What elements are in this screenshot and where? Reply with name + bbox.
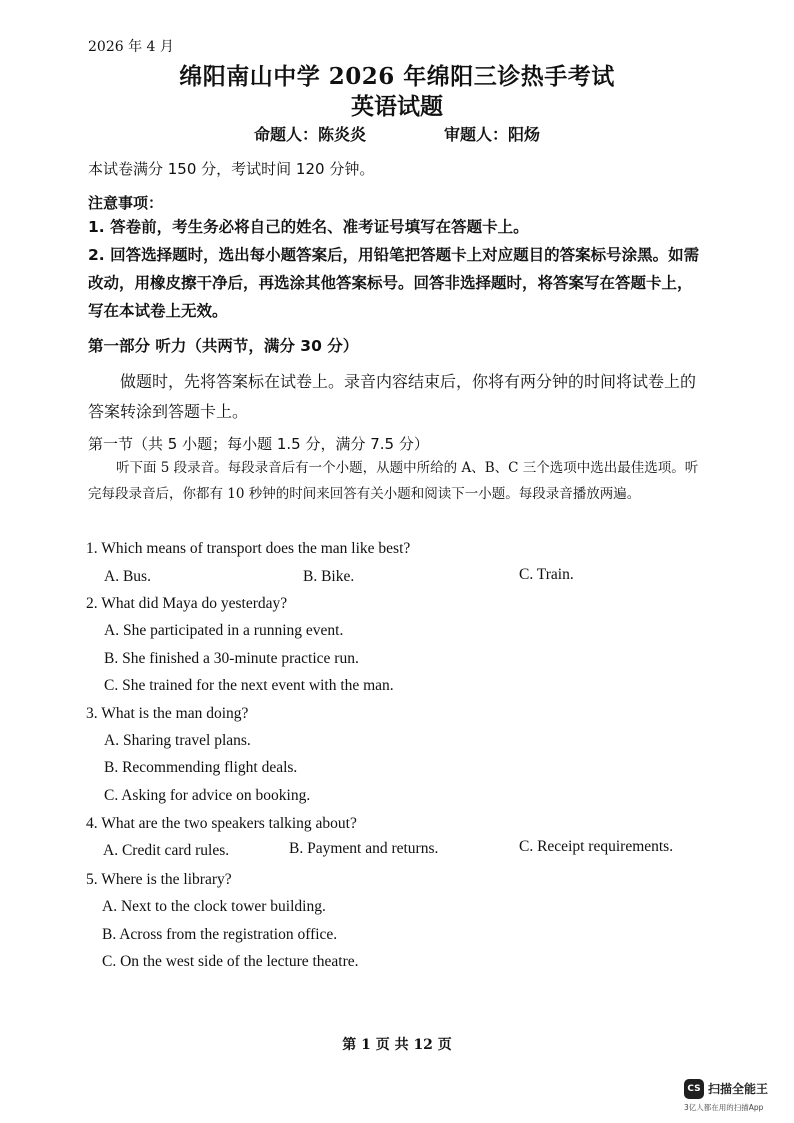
q3-option-a: A. Sharing travel plans. [104,732,251,749]
notice-item-1: 1. 答卷前，考生务必将自己的姓名、准考证号填写在答题卡上。 [88,218,529,236]
q3-option-b: B. Recommending flight deals. [104,759,298,776]
exam-date: 2026 年 4 月 [88,39,174,55]
notice-title: 注意事项： [88,194,164,212]
q1-option-b: B. Bike. [303,568,355,585]
q4-option-a: A. Credit card rules. [103,842,230,859]
q2-option-c: C. She trained for the next event with the man. [104,677,394,694]
section1-heading: 第一节（共 5 小题；每小题 1.5 分，满分 7.5 分） [88,435,429,453]
camscanner-logo-icon: CS [684,1079,704,1099]
q1-option-a: A. Bus. [104,568,151,585]
authors-line [0,122,794,145]
watermark-name: 扫描全能王 [708,1082,769,1096]
q2-option-a: A. She participated in a running event. [104,622,344,639]
q5-option-b: B. Across from the registration office. [102,926,338,943]
section1-directions: 听下面 5 段录音。每段录音后有一个小题，从题中所给的 A、B、C 三个选项中选出最佳选项。听完每段录音后，你都有 10 秒钟的时间来回答有关小题和阅读下一小题。每段录音播放两遍。 [88,460,699,502]
q5-option-a: A. Next to the clock tower building. [102,898,326,915]
part1-heading: 第一部分 听力（共两节，满分 30 分） [88,337,359,355]
question-1: 1. Which means of transport does the man like best? [86,540,411,557]
question-4: 4. What are the two speakers talking about? [86,815,357,832]
notice-item-2: 2. 回答选择题时，选出每小题答案后，用铅笔把答题卡上对应题目的答案标号涂黑。如需改动，用橡皮擦干净后，再选涂其他答案标号。回答非选择题时，将答案写在答题卡上，写在本试卷上无效。 [88,246,700,320]
q2-option-b: B. She finished a 30-minute practice run. [104,650,359,667]
q5-option-c: C. On the west side of the lecture theatre. [102,953,359,970]
exam-subject: 英语试题 [351,93,443,120]
q4-option-c: C. Receipt requirements. [519,838,674,855]
q4-option-b: B. Payment and returns. [289,840,439,857]
exam-title: 绵阳南山中学 2026 年绵阳三诊热手考试 [179,63,615,90]
question-2: 2. What did Maya do yesterday? [86,595,288,612]
exam-info: 本试卷满分 150 分，考试时间 120 分钟。 [88,160,375,178]
page-footer: 第 1 页 共 12 页 [342,1037,452,1053]
q1-option-c: C. Train. [519,566,574,583]
watermark-tagline: 3亿人都在用的扫描App [684,1103,764,1112]
q3-option-c: C. Asking for advice on booking. [104,787,311,804]
scanner-watermark [684,1079,784,1115]
reviewer: 审题人：阳炀 [444,125,541,144]
setter: 命题人：陈炎炎 [253,125,366,144]
question-3: 3. What is the man doing? [86,705,249,722]
part1-intro: 做题时，先将答案标在试卷上。录音内容结束后，你将有两分钟的时间将试卷上的答案转涂到答题卡上。 [88,372,697,421]
question-5: 5. Where is the library? [86,871,232,888]
